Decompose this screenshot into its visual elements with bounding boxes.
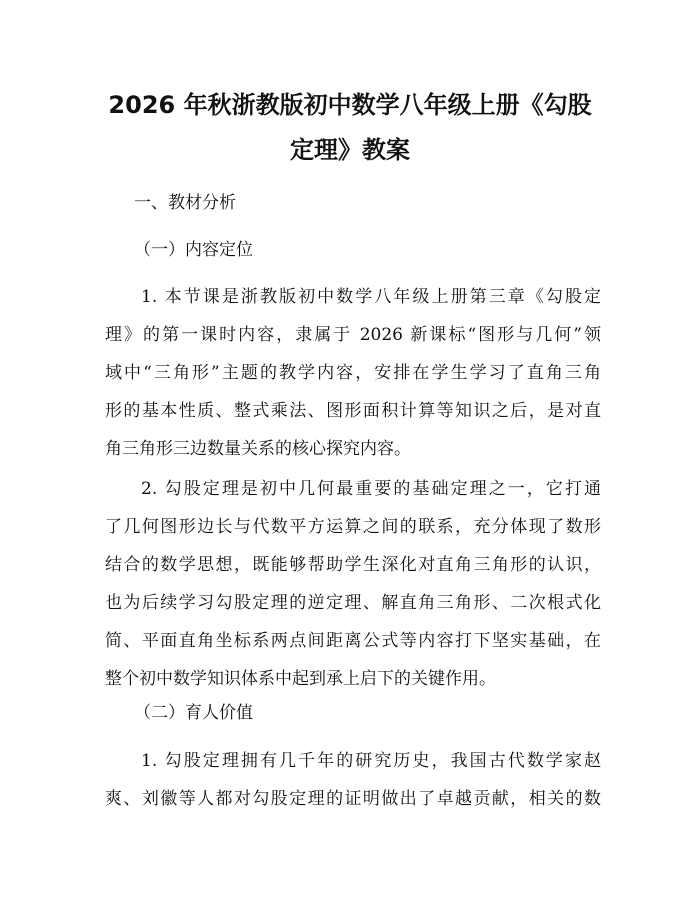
paragraph-1 bbox=[105, 287, 601, 477]
paragraph-1-line: 角三角形三边数量关系的核心探究内容。 bbox=[105, 439, 411, 459]
paragraph-2-line: 2. 勾股定理是初中几何最重要的基础定理之一，它打通 bbox=[141, 479, 601, 499]
paragraph-3-line: 爽、刘徽等人都对勾股定理的证明做出了卓越贡献，相关的数 bbox=[105, 789, 601, 809]
paragraph-3 bbox=[105, 751, 601, 827]
paragraph-1-line: 形的基本性质、整式乘法、图形面积计算等知识之后，是对直 bbox=[105, 401, 601, 421]
paragraph-2-line: 了几何图形边长与代数平方运算之间的联系，充分体现了数形 bbox=[105, 517, 601, 537]
paragraph-1-line: 理》的第一课时内容，隶属于 2026 新课标“图形与几何”领 bbox=[105, 325, 601, 345]
paragraph-1-line: 域中“三角形”主题的教学内容，安排在学生学习了直角三角 bbox=[105, 363, 601, 383]
document-title-line-2: 定理》教案 bbox=[290, 136, 410, 164]
subsection-heading-educational-value: （二）育人价值 bbox=[134, 703, 253, 723]
section-heading-textbook-analysis: 一、教材分析 bbox=[134, 193, 236, 213]
document-title-line-1: 2026 年秋浙教版初中数学八年级上册《勾股 bbox=[108, 91, 592, 119]
paragraph-2-line: 简、平面直角坐标系两点间距离公式等内容打下坚实基础，在 bbox=[105, 631, 601, 651]
paragraph-2-line: 整个初中数学知识体系中起到承上启下的关键作用。 bbox=[105, 669, 496, 689]
subsection-heading-content-positioning: （一）内容定位 bbox=[134, 240, 253, 260]
paragraph-3-line: 1. 勾股定理拥有几千年的研究历史，我国古代数学家赵 bbox=[141, 751, 601, 771]
paragraph-2-line: 也为后续学习勾股定理的逆定理、解直角三角形、二次根式化 bbox=[105, 593, 601, 613]
paragraph-2-line: 结合的数学思想，既能够帮助学生深化对直角三角形的认识， bbox=[105, 555, 601, 575]
paragraph-2 bbox=[105, 479, 601, 707]
paragraph-1-line: 1. 本节课是浙教版初中数学八年级上册第三章《勾股定 bbox=[141, 287, 601, 307]
